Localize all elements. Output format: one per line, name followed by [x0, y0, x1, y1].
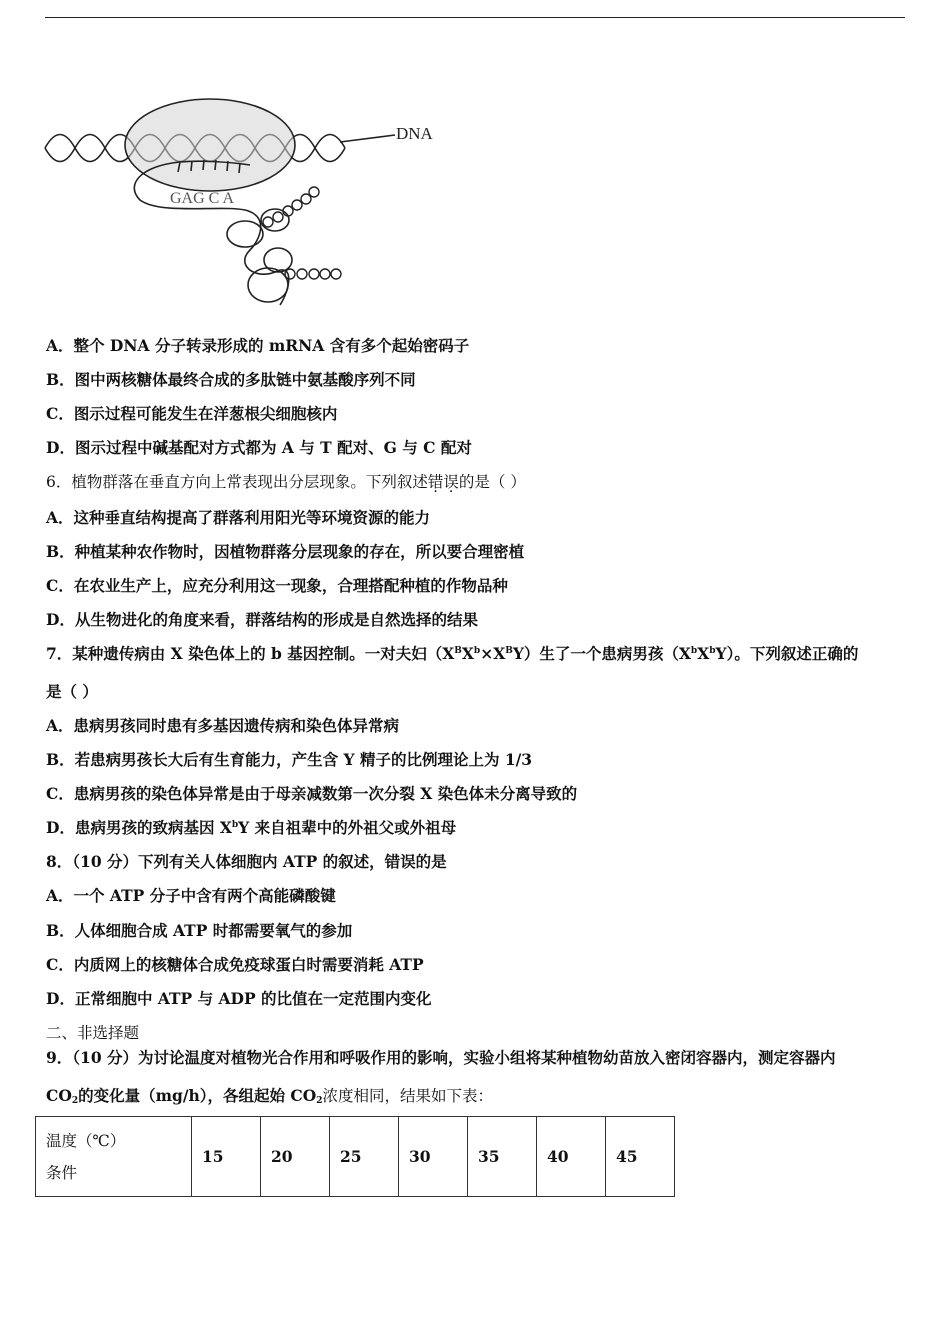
temp-cell: 40: [537, 1117, 606, 1197]
q7-option-c: C．患病男孩的染色体异常是由于母亲减数第一次分裂 X 染色体未分离导致的: [46, 784, 578, 803]
q5-option-a: A．整个 DNA 分子转录形成的 mRNA 含有多个起始密码子: [46, 336, 470, 355]
q6-option-b: B．种植某种农作物时，因植物群落分层现象的存在，所以要合理密植: [46, 542, 525, 561]
section-title: 二、非选择题: [46, 1024, 140, 1042]
polypeptide-2: [285, 269, 341, 279]
ribosome-1: [227, 221, 263, 247]
temp-cell: 15: [192, 1117, 261, 1197]
codon-label: GAG C A: [170, 190, 235, 207]
q6-emphasis-2: 误: [443, 473, 459, 491]
q7-option-a: A．患病男孩同时患有多基因遗传病和染色体异常病: [46, 716, 400, 735]
header-condition: 条件: [46, 1163, 78, 1182]
q7-option-d: D．患病男孩的致病基因 $X^bY$ 来自祖辈中的外祖父或外祖母: [46, 818, 457, 837]
polypeptide-1: [263, 187, 319, 227]
q7-stem-line1: 7．某种遗传病由 X 染色体上的 b 基因控制。一对夫妇$(X^BX^b\times X^BY)$生了一个患病男孩$(X^bX^bY)$。下列叙述正确的: [46, 644, 859, 663]
q6-option-d: D．从生物进化的角度来看，群落结构的形成是自然选择的结果: [46, 610, 478, 629]
temp-cell: 25: [330, 1117, 399, 1197]
q6-emphasis-1: 错: [427, 473, 444, 491]
temp-cell: 20: [261, 1117, 330, 1197]
temp-cell: 45: [606, 1117, 675, 1197]
q9-stem-line1: 9．（10 分）为讨论温度对植物光合作用和呼吸作用的影响，实验小组将某种植物幼苗放入密闭容器内，测定容器内: [46, 1048, 836, 1067]
q5-option-b: B．图中两核糖体最终合成的多肽链中氨基酸序列不同: [46, 370, 416, 389]
top-rule: [45, 17, 905, 18]
temp-cell: 35: [468, 1117, 537, 1197]
q9-stem-line2: $CO_2$的变化量（mg/h），各组起始 $CO_2$浓度相同，结果如下表：: [46, 1086, 494, 1106]
transcription-translation-figure: [40, 90, 450, 310]
q6-option-c: C．在农业生产上，应充分利用这一现象，合理搭配种植的作物品种: [46, 576, 508, 595]
table-row: [36, 1117, 675, 1197]
q8-option-c: C．内质网上的核糖体合成免疫球蛋白时需要消耗 ATP: [46, 955, 424, 974]
q7-option-b: B．若患病男孩长大后有生育能力，产生含 Y 精子的比例理论上为 1/3: [46, 750, 533, 769]
q8-option-d: D．正常细胞中 ATP 与 ADP 的比值在一定范围内变化: [46, 989, 432, 1008]
temp-cell: 30: [399, 1117, 468, 1197]
q8-option-b: B．人体细胞合成 ATP 时都需要氧气的参加: [46, 921, 353, 940]
header-temperature: 温度（℃）: [46, 1131, 126, 1150]
q7-stem-line2: 是（ ）: [46, 682, 98, 701]
table-header-cell: [36, 1117, 192, 1197]
q6-option-a: A．这种垂直结构提高了群落利用阳光等环境资源的能力: [46, 508, 431, 527]
q6-stem: 6．植物群落在垂直方向上常表现出分层现象。下列叙述错误的是（ ）: [46, 473, 526, 491]
rna-polymerase: [125, 99, 295, 191]
q8-option-a: A．一个 ATP 分子中含有两个高能磷酸键: [46, 886, 336, 905]
temperature-table: [35, 1116, 675, 1197]
dna-label: DNA: [396, 124, 433, 143]
q5-option-c: C．图示过程可能发生在洋葱根尖细胞核内: [46, 404, 338, 423]
q8-stem: 8．（10 分）下列有关人体细胞内 ATP 的叙述，错误的是: [46, 852, 447, 871]
q5-option-d: D．图示过程中碱基配对方式都为 A 与 T 配对、G 与 C 配对: [46, 438, 472, 457]
